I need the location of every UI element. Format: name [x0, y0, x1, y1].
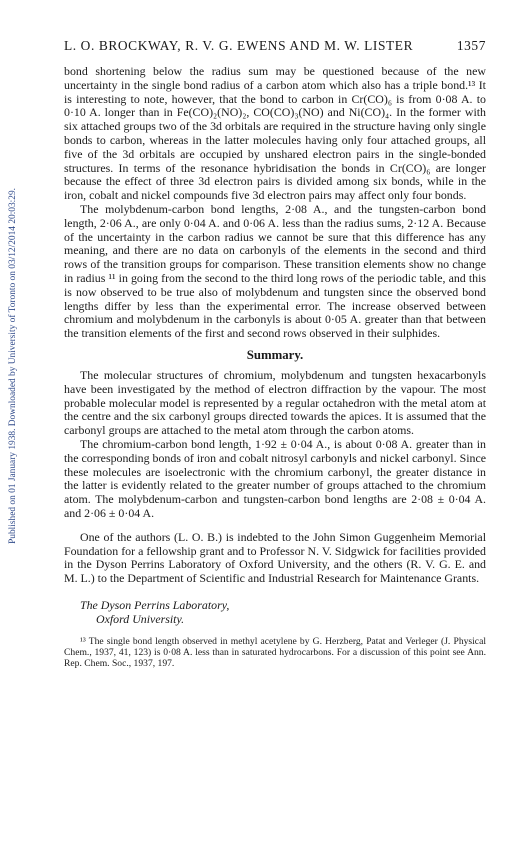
summary-paragraph-2: The chromium-carbon bond length, 1·92 ± 0·04 A., is about 0·08 A. greater than in the corresponding bonds of iron and cobalt nitrosyl carbonyls and nickel carbonyl. Since these molecules are isoelectronic with the chromium carbonyl, the greater distance in the latter is evidently related to the greater number of groups attached to the chromium atom. The molybdenum-carbon and tungsten-carbon bond lengths are 2·08 ± 0·04 A. and 2·06 ± 0·04 A. [64, 436, 486, 520]
laboratory-university: Oxford University. [96, 611, 185, 626]
footnote-13 [64, 636, 486, 670]
page-number: 1357 [456, 38, 486, 53]
body-paragraph-1: bond shortening below the radius sum may be questioned because of the new uncertainty in the single bond radius of a carbon atom which also has a triple bond.¹³ It is interesting to note, however, that the bond to carbon in Cr(CO)₆ is from 0·08 A. to 0·10 A. longer than in Fe(CO)₂(NO)₂, CO(CO)₃(NO) and Ni(CO)₄. In the former with six attached groups two of the 3d orbitals are required in the structure having only single bonds to carbon, whereas in the latter molecules having only four attached groups, all five of the 3d orbitals are occupied by unshared electron pairs in the single-bonded structures. In terms of the resonance hybridisation the bonds in Cr(CO)₆ are longer because the effect of three 3d electron pairs is divided among six bonds, while in the iron, cobalt and nickel compounds five 3d electron pairs may affect only four bonds. [64, 64, 486, 203]
summary-paragraph-1: The molecular structures of chromium, molybdenum and tungsten hexacarbonyls have been investigated by the method of electron diffraction by the vapour. The most probable molecular model is represented by a regular octahedron with the metal atom at the centre and the six carbonyl groups directed towards the apices. It is assumed that the carbonyl groups are attached to the metal atom through the carbon atoms. [64, 367, 486, 438]
download-watermark-text: Published on 01 January 1938. Downloaded by University of Toronto on 03/12/2014 20:03:29. [8, 188, 18, 544]
footnote-text: ¹³ The single bond length observed in methyl acetylene by G. Herzberg, Patat and Verleger (J. Physical Chem., 1937, 41, 123) is 0·08 A. less than in saturated hydrocarbons. For a discussion of this point see Ann. Rep. Chem. Soc., 1937, 197. [64, 635, 486, 670]
journal-page [64, 38, 486, 670]
acknowledgement-paragraph: One of the authors (L. O. B.) is indebted to the John Simon Guggenheim Memorial Foundation for a fellowship grant and to Professor N. V. Sidgwick for facilities provided in the Dyson Perrins Laboratory of Oxford University, and the others (R. V. G. E. and M. L.) to the Department of Scientific and Industrial Research for Maintenance Grants. [64, 529, 486, 586]
header-authors: L. O. BROCKWAY, R. V. G. EWENS AND M. W. LISTER [64, 38, 414, 53]
laboratory-address [64, 598, 486, 626]
running-header [64, 38, 486, 54]
body-paragraph-2: The molybdenum-carbon bond lengths, 2·08 A., and the tungsten-carbon bond length, 2·06 A., are only 0·04 A. and 0·06 A. less than the radius sums, 2·12 A. Because of the uncertainty in the carbon radius we cannot be sure that this difference has any meaning, and there are no data on carbonyls of the elements in the second and third rows of the transition groups for comparison. These transition elements show no change in radius ¹¹ in going from the second to the third long rows of the periodic table, and this is now observed to be true also of molybdenum and tungsten since the observed bond lengths differ by less than the experimental error. The increase observed between chromium and molybdenum in the carbonyls is about 0·05 A. greater than that between the transition elements of the first and second rows observed in their sulphides. [64, 201, 486, 341]
laboratory-name: The Dyson Perrins Laboratory, [80, 597, 230, 612]
summary-heading: Summary. [246, 347, 304, 362]
download-watermark [2, 60, 24, 672]
